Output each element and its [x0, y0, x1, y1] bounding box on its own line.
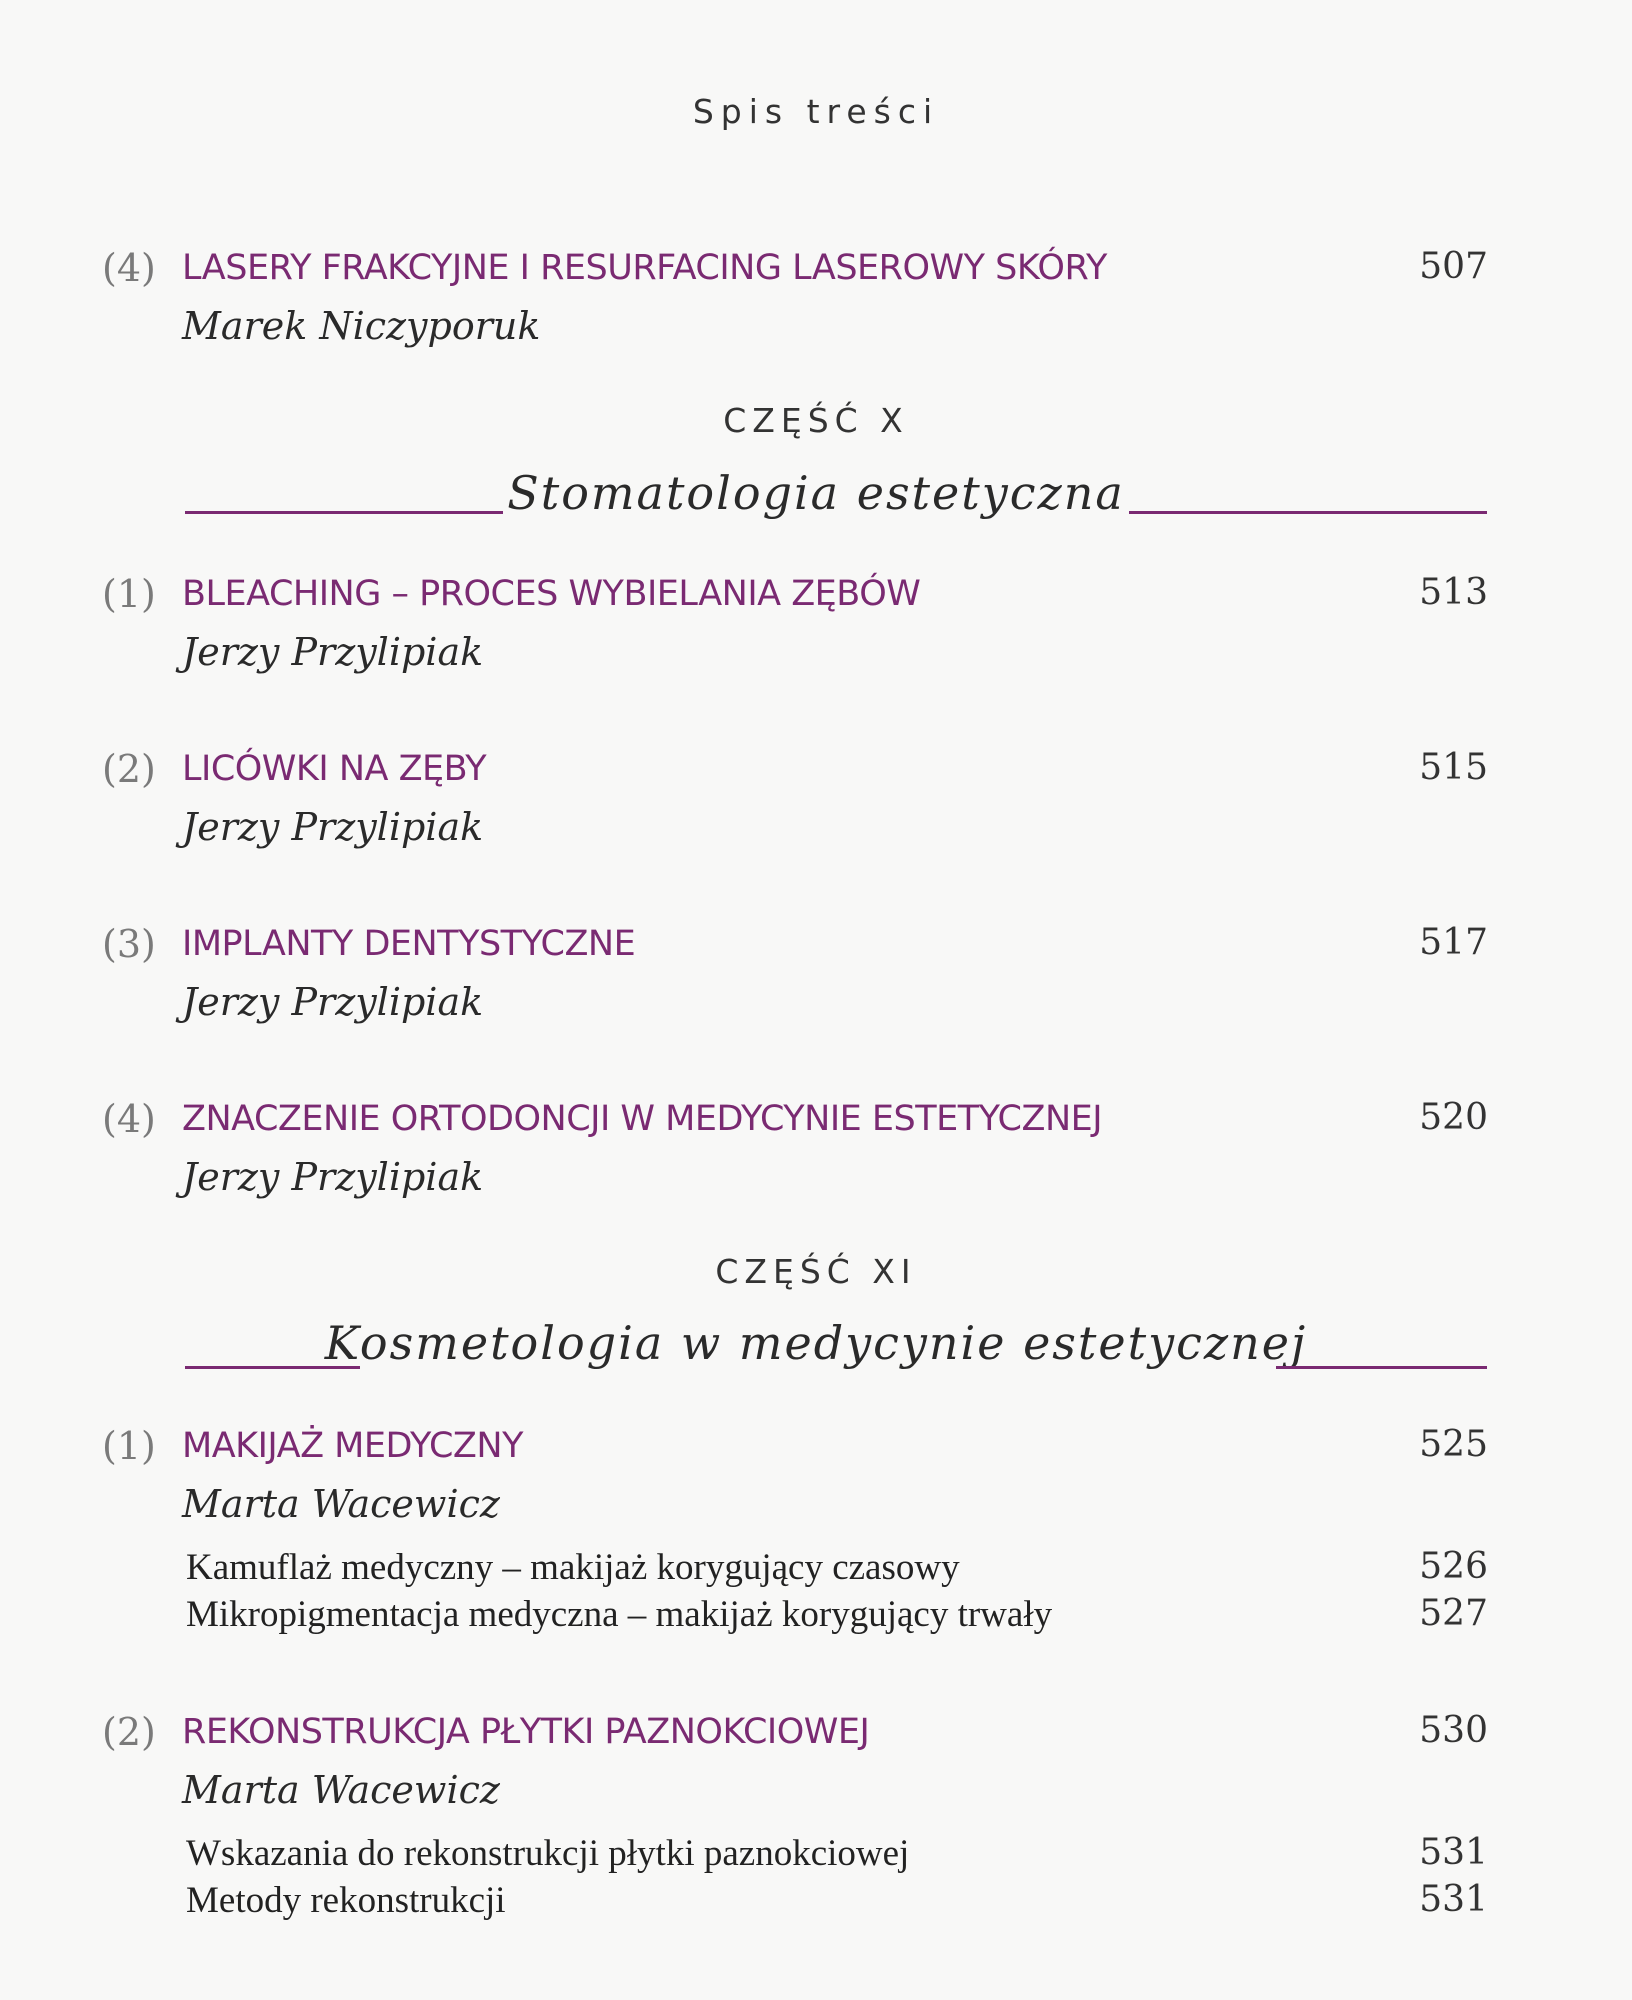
chapter-author: Jerzy Przylipiak — [182, 980, 484, 1024]
chapter-author: Marta Wacewicz — [182, 1482, 500, 1526]
toc-entry — [0, 1097, 1632, 1199]
page-number: 525 — [1419, 1424, 1488, 1465]
chapter-title: LICÓWKI NA ZĘBY — [182, 749, 487, 789]
chapter-author: Jerzy Przylipiak — [182, 805, 484, 849]
toc-entry — [0, 1710, 1632, 1812]
subsection-title: Wskazania do rekonstrukcji płytki paznokciowej — [186, 1833, 910, 1874]
page-number: 527 — [1419, 1593, 1488, 1634]
divider-right — [1129, 511, 1487, 514]
subsection-title: Mikropigmentacja medyczna – makijaż korygujący trwały — [186, 1594, 1053, 1635]
page-number: 531 — [1419, 1879, 1488, 1920]
page-number: 526 — [1419, 1546, 1488, 1587]
chapter-number: (2) — [102, 1710, 156, 1754]
page-number: 520 — [1419, 1097, 1488, 1138]
chapter-number: (2) — [102, 747, 156, 791]
part-label: CZĘŚĆ XI — [715, 1252, 917, 1291]
chapter-title: REKONSTRUKCJA PŁYTKI PAZNOKCIOWEJ — [182, 1712, 870, 1752]
subsection-row — [186, 1593, 1488, 1639]
chapter-title: LASERY FRAKCYJNE I RESURFACING LASEROWY SKÓRY — [182, 248, 1107, 288]
chapter-author: Jerzy Przylipiak — [182, 1155, 484, 1199]
chapter-title: IMPLANTY DENTYSTYCZNE — [182, 924, 636, 964]
divider-right — [1276, 1366, 1487, 1369]
page-number: 515 — [1419, 747, 1488, 788]
part-heading — [0, 466, 1632, 536]
toc-entry — [0, 922, 1632, 1024]
chapter-author: Marta Wacewicz — [182, 1768, 500, 1812]
chapter-number: (4) — [102, 1097, 156, 1141]
subsection-title: Kamuflaż medyczny – makijaż korygujący czasowy — [186, 1547, 960, 1588]
part-label: CZĘŚĆ X — [723, 401, 909, 440]
page-number: 530 — [1419, 1710, 1488, 1751]
page-number: 531 — [1419, 1832, 1488, 1873]
subsection-row — [186, 1879, 1488, 1925]
chapter-title: BLEACHING – PROCES WYBIELANIA ZĘBÓW — [182, 574, 921, 614]
chapter-title: ZNACZENIE ORTODONCJI W MEDYCYNIE ESTETYCZNEJ — [182, 1099, 1103, 1139]
chapter-number: (4) — [102, 246, 156, 290]
chapter-number: (1) — [102, 572, 156, 616]
page-number: 513 — [1419, 572, 1488, 613]
page-number: 507 — [1419, 246, 1488, 287]
toc-entry — [0, 246, 1632, 348]
part-name: Kosmetologia w medycynie estetycznej — [324, 1316, 1308, 1370]
page-number: 517 — [1419, 922, 1488, 963]
chapter-title: MAKIJAŻ MEDYCZNY — [182, 1426, 523, 1466]
chapter-number: (1) — [102, 1424, 156, 1468]
page-title: Spis treści — [692, 92, 940, 131]
chapter-author: Marek Niczyporuk — [182, 304, 541, 348]
toc-entry — [0, 747, 1632, 849]
part-name: Stomatologia estetyczna — [507, 466, 1125, 520]
chapter-author: Jerzy Przylipiak — [182, 630, 484, 674]
subsection-row — [186, 1832, 1488, 1878]
subsection-title: Metody rekonstrukcji — [186, 1880, 506, 1921]
subsection-row — [186, 1546, 1488, 1592]
chapter-number: (3) — [102, 922, 156, 966]
toc-entry — [0, 572, 1632, 674]
part-heading — [0, 1316, 1632, 1386]
toc-entry — [0, 1424, 1632, 1526]
